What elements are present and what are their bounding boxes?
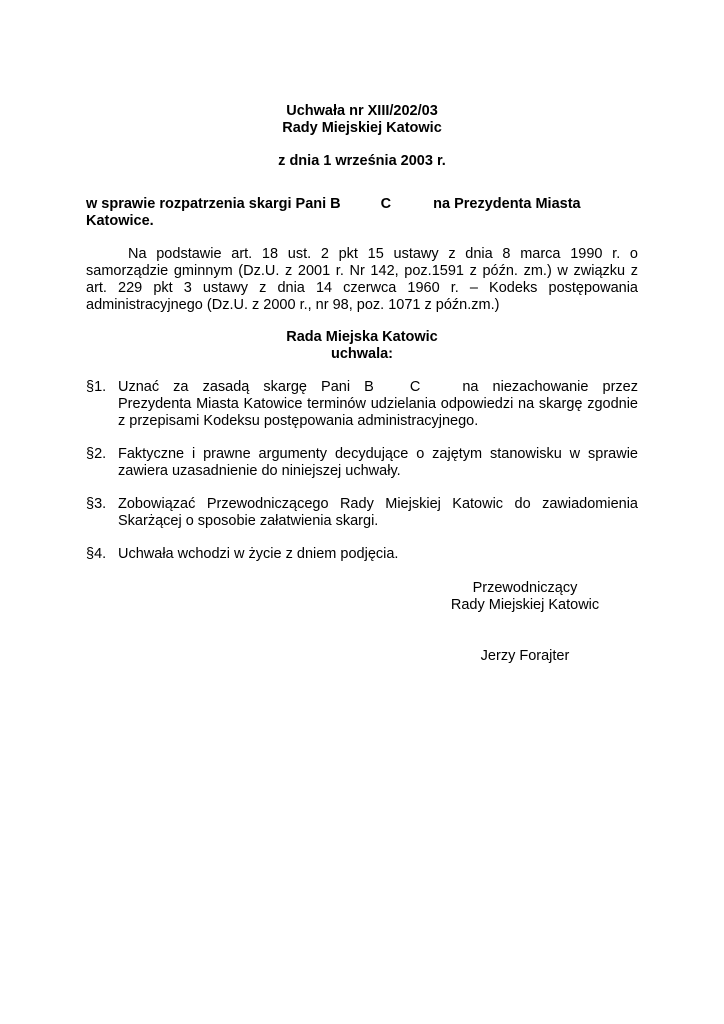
paragraph-1-part-1: Uznać za zasadą skargę Pani B — [118, 379, 374, 395]
council-heading — [0, 329, 724, 363]
council-name: Rady Miejskiej Katowic — [282, 120, 442, 136]
resolution-subject — [86, 196, 638, 230]
subject-part-1: w sprawie rozpatrzenia skargi Pani B — [86, 196, 341, 212]
subject-part-3: na Prezydenta Miasta — [433, 196, 581, 212]
resolution-date: z dnia 1 września 2003 r. — [278, 153, 446, 169]
paragraph-text — [118, 379, 638, 430]
signatory-name: Jerzy Forajter — [480, 648, 570, 664]
signatory-role: Przewodniczący — [472, 580, 578, 596]
paragraph-1-part-2: C — [409, 379, 421, 395]
paragraph-text: Zobowiązać Przewodniczącego Rady Miejskiej Katowic do zawiadomienia Skarżącej o sposobie załatwienia skargi. — [118, 496, 638, 529]
signature-block — [440, 580, 610, 614]
preamble-text: Na podstawie art. 18 ust. 2 pkt 15 ustawy z dnia 8 marca 1990 r. o samorządzie gminnym (Dz.U. z 2001 r. Nr 142, poz.1591 z późn. zm.) w związku z art. 229 pkt 3 ustawy z dnia 14 czerwca 1960 r. – Kodeks postępowania administracyjnego (Dz.U. z 2000 r., nr 98, poz. 1071 z późn.zm.) — [86, 246, 638, 313]
council-heading-line1: Rada Miejska Katowic — [286, 329, 438, 345]
preamble — [86, 246, 638, 314]
paragraph-1-part-3: na niezachowanie przez Prezydenta Miasta Katowice terminów udzielania odpowiedzi na skargę zgodnie z przepisami Kodeksu postępowania administracyjnego. — [118, 379, 638, 429]
paragraph-number: §1. — [86, 379, 107, 395]
paragraph-number: §2. — [86, 446, 107, 462]
resolution-number: Uchwała nr XIII/202/03 — [286, 103, 438, 119]
subject-part-2: C — [380, 196, 392, 212]
paragraph-text: Uchwała wchodzi w życie z dniem podjęcia. — [118, 546, 399, 562]
resolution-title — [0, 103, 724, 137]
paragraph-text: Faktyczne i prawne argumenty decydujące o zajętym stanowisku w sprawie zawiera uzasadnienie do niniejszej uchwały. — [118, 446, 638, 479]
subject-part-4: Katowice. — [86, 213, 154, 229]
paragraph-number: §3. — [86, 496, 107, 512]
council-heading-line2: uchwala: — [330, 346, 394, 362]
paragraph-number: §4. — [86, 546, 107, 562]
signatory-council: Rady Miejskiej Katowic — [450, 597, 600, 613]
